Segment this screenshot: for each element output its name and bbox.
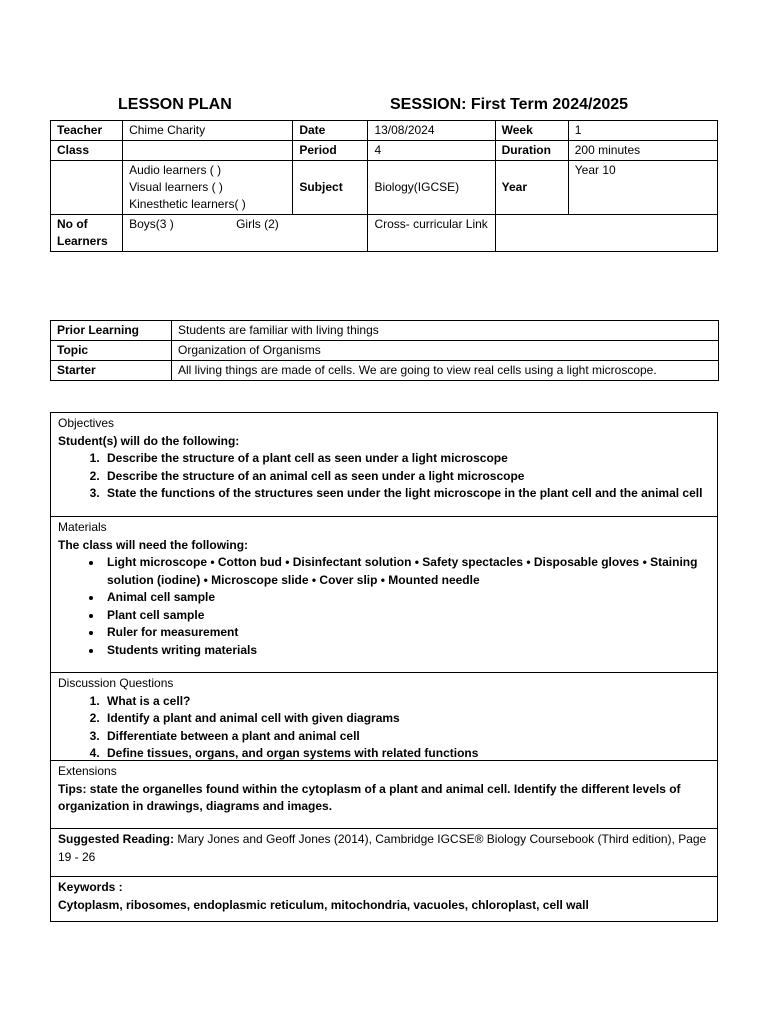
discussion-item: 1. What is a cell?: [103, 693, 710, 711]
keywords-section: [51, 877, 717, 921]
keywords-text: Cytoplasm, ribosomes, endoplasmic reticulum, mitochondria, vacuoles, chloroplast, cell wall: [58, 897, 589, 912]
discussion-heading: Discussion Questions: [58, 676, 174, 690]
objective-item: 3. State the functions of the structures seen under the light microscope in the plant cell and the animal cell: [103, 485, 710, 503]
material-item: • Ruler for measurement: [103, 624, 710, 642]
learner-counts: [123, 215, 368, 252]
lesson-info-table: [50, 120, 718, 252]
starter-label: Starter: [51, 361, 172, 381]
material-item: • Animal cell sample: [103, 589, 710, 607]
keywords-label: Keywords :: [58, 880, 123, 894]
materials-section: [51, 517, 717, 673]
teacher-value: Chime Charity: [123, 121, 293, 141]
year-label: Year: [495, 161, 568, 215]
extensions-text: Tips: state the organelles found within the cytoplasm of a plant and animal cell. Identify the different levels of organization in drawings, diagrams and images.: [58, 781, 681, 813]
visual-learners: Visual learners ( ): [129, 180, 223, 194]
reading-label: Suggested Reading:: [58, 832, 175, 846]
cross-curricular-link-label: Cross- curricular Link: [368, 215, 495, 252]
period-value: 4: [368, 141, 495, 161]
objective-item: 1. Describe the structure of a plant cell as seen under a light microscope: [103, 450, 710, 468]
starter-value: All living things are made of cells. We are going to view real cells using a light microscope.: [172, 361, 719, 381]
discussion-item: 2. Identify a plant and animal cell with given diagrams: [103, 710, 710, 728]
discussion-item: 3. Differentiate between a plant and animal cell: [103, 728, 710, 746]
duration-value: 200 minutes: [568, 141, 717, 161]
year-value: Year 10: [568, 161, 717, 215]
page-title: LESSON PLAN: [118, 96, 232, 113]
no-of-learners-label: No of Learners: [51, 215, 123, 252]
date-label: Date: [293, 121, 368, 141]
subject-label: Subject: [293, 161, 368, 215]
session-title: SESSION: First Term 2024/2025: [390, 96, 629, 113]
extensions-section: [51, 761, 717, 829]
reading-section: [51, 829, 717, 877]
week-value: 1: [568, 121, 717, 141]
materials-intro: The class will need the following:: [58, 537, 249, 552]
class-value: [123, 141, 293, 161]
class-label: Class: [51, 141, 123, 161]
kinesthetic-learners: Kinesthetic learners( ): [129, 197, 246, 211]
material-item: • Students writing materials: [103, 642, 710, 660]
week-label: Week: [495, 121, 568, 141]
prior-learning-value: Students are familiar with living things: [172, 321, 719, 341]
extensions-heading: Extensions: [58, 764, 117, 778]
boys-count: Boys(3 ): [129, 217, 174, 231]
cross-curricular-link-value: [495, 215, 717, 252]
objective-item: 2. Describe the structure of an animal cell as seen under a light microscope: [103, 468, 710, 486]
materials-heading: Materials: [58, 520, 107, 534]
objectives-list: [58, 450, 710, 503]
prior-learning-label: Prior Learning: [51, 321, 172, 341]
discussion-list: [58, 693, 710, 763]
discussion-item: 4. Define tissues, organs, and organ systems with related functions: [103, 745, 710, 763]
objectives-section: [51, 413, 717, 517]
duration-label: Duration: [495, 141, 568, 161]
objectives-heading: Objectives: [58, 416, 115, 430]
date-value: 13/08/2024: [368, 121, 495, 141]
discussion-section: [51, 673, 717, 761]
reading-text: Mary Jones and Geoff Jones (2014), Cambridge IGCSE® Biology Coursebook (Third edition), Page 19 - 26: [58, 832, 707, 864]
objectives-intro: Student(s) will do the following:: [58, 433, 240, 448]
material-item: • Plant cell sample: [103, 607, 710, 625]
audio-learners: Audio learners ( ): [129, 163, 222, 177]
topic-value: Organization of Organisms: [172, 341, 719, 361]
intro-table: [50, 320, 719, 381]
teacher-label: Teacher: [51, 121, 123, 141]
lesson-details-box: [50, 412, 718, 922]
period-label: Period: [293, 141, 368, 161]
material-item: • Light microscope • Cotton bud • Disinfectant solution • Safety spectacles • Disposable gloves • Staining solution (iodine) • Microscope slide • Cover slip • Mounted needle: [103, 554, 710, 589]
learner-types: [123, 161, 293, 215]
materials-list: [58, 554, 710, 659]
empty-cell: [51, 161, 123, 215]
girls-count: Girls (2): [236, 217, 279, 231]
subject-value: Biology(IGCSE): [368, 161, 495, 215]
topic-label: Topic: [51, 341, 172, 361]
